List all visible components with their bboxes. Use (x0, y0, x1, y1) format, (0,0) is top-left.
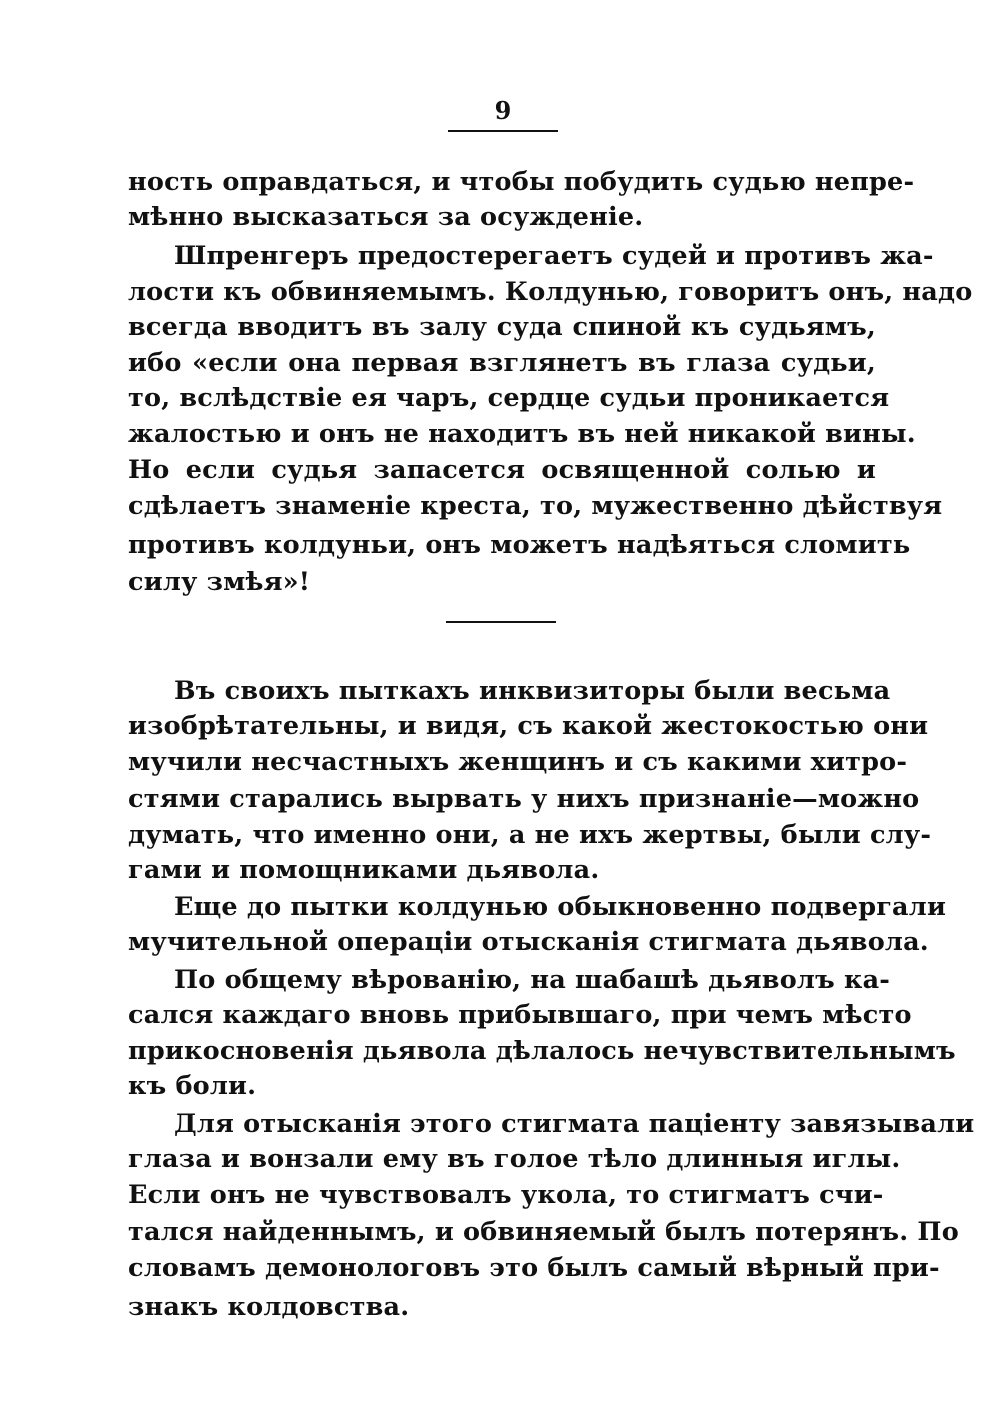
text-line: Если онъ не чувствовалъ укола, то стигматъ счи- (128, 1180, 884, 1210)
text-line: тался найденнымъ, и обвиняемый былъ потерянъ. По (128, 1217, 959, 1247)
text-line: жалостью и онъ не находитъ въ ней никакой вины. (128, 419, 916, 449)
text-line: гами и помощниками дьявола. (128, 855, 600, 885)
text-line: изобрѣтательны, и видя, съ какой жестокостью они (128, 711, 929, 741)
text-line: прикосновенія дьявола дѣлалось нечувствительнымъ (128, 1036, 956, 1066)
text-line: знакъ колдовства. (128, 1292, 410, 1322)
text-line: лости къ обвиняемымъ. Колдунью, говоритъ онъ, надо (128, 277, 973, 307)
text-line: Шпренгеръ предостерегаетъ судей и противъ жа- (174, 241, 934, 271)
text-line: силу змѣя»! (128, 567, 311, 597)
text-line: къ боли. (128, 1071, 257, 1101)
text-line: ибо «если она первая взглянетъ въ глаза судьи, (128, 348, 876, 378)
text-line: ность оправдаться, и чтобы побудить судью непре- (128, 167, 915, 197)
text-line: то, вслѣдствіе ея чаръ, сердце судьи проникается (128, 383, 890, 413)
text-line: глаза и вонзали ему въ голое тѣло длинныя иглы. (128, 1144, 901, 1174)
text-line: мучили несчастныхъ женщинъ и съ какими хитро- (128, 747, 908, 777)
text-line: словамъ демонологовъ это былъ самый вѣрный при- (128, 1253, 940, 1283)
text-line: По общему вѣрованію, на шабашѣ дьяволъ ка- (174, 965, 891, 995)
text-line: сался каждаго вновь прибывшаго, при чемъ мѣсто (128, 1000, 912, 1030)
text-line: мучительной операціи отысканія стигмата дьявола. (128, 927, 929, 957)
text-line: Но если судья запасется освященной солью и (128, 455, 876, 485)
section-divider (446, 621, 556, 623)
text-line: Еще до пытки колдунью обыкновенно подвергали (174, 892, 947, 922)
text-line: мѣнно высказаться за осужденіе. (128, 202, 644, 232)
page-number: 9 (494, 96, 512, 125)
text-line: противъ колдуньи, онъ можетъ надѣяться сломить (128, 530, 911, 560)
text-line: стями старались вырвать у нихъ признаніе—можно (128, 784, 920, 814)
text-line: Въ своихъ пыткахъ инквизиторы были весьма (174, 676, 891, 706)
text-line: сдѣлаетъ знаменіе креста, то, мужественно дѣйствуя (128, 491, 943, 521)
header-rule (448, 130, 558, 132)
text-line: всегда вводитъ въ залу суда спиной къ судьямъ, (128, 312, 876, 342)
text-line: думать, что именно они, а не ихъ жертвы, были слу- (128, 820, 932, 850)
text-line: Для отысканія этого стигмата паціенту завязывали (174, 1109, 975, 1139)
